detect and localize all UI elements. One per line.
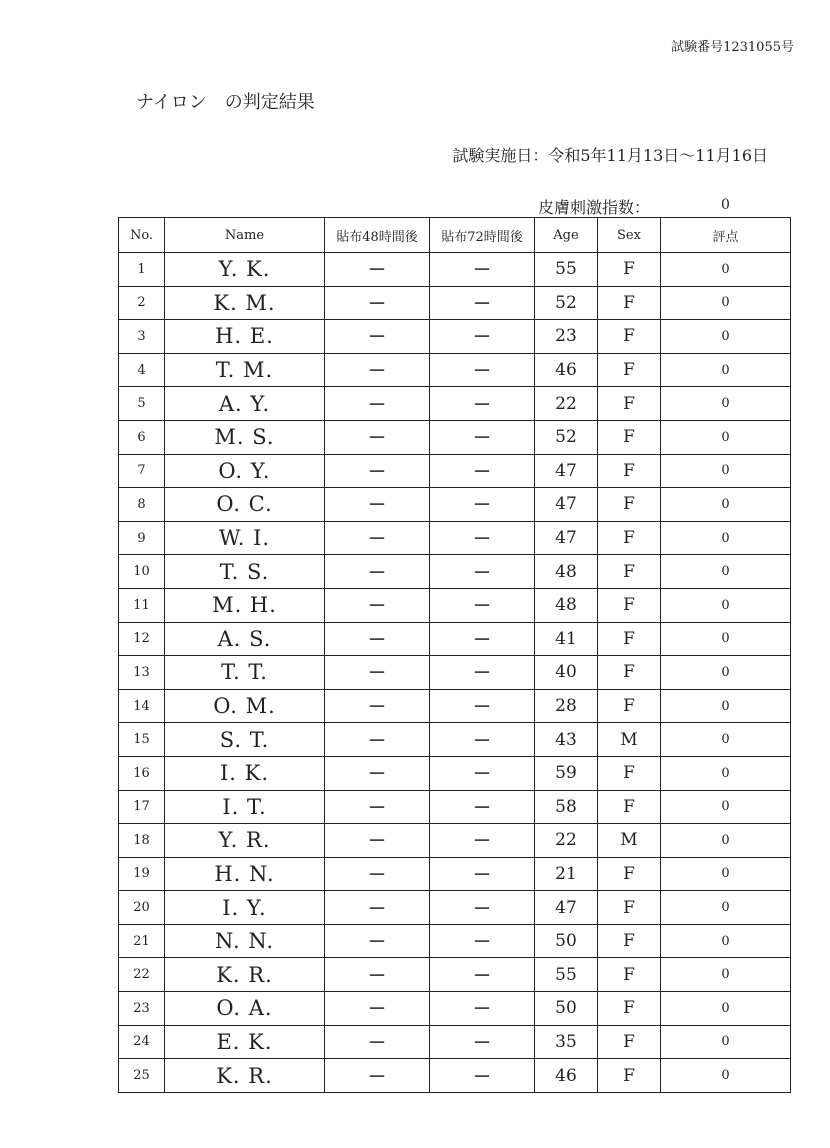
subject-name-cell: K. R. [165,1059,325,1093]
result-72h-cell: － [430,622,535,656]
row-number-cell: 16 [119,756,165,790]
row-number-cell: 1 [119,253,165,287]
subject-name-cell: H. N. [165,857,325,891]
score-cell: 0 [661,958,791,992]
score-cell: 0 [661,622,791,656]
subject-age-cell: 22 [535,824,598,858]
row-number-cell: 8 [119,488,165,522]
result-48h-cell: － [325,824,430,858]
table-row [119,790,791,824]
subject-age-cell: 22 [535,387,598,421]
row-number-cell: 14 [119,689,165,723]
result-72h-cell: － [430,320,535,354]
test-date: 試験実施日：令和5年11月13日～11月16日 [452,146,768,165]
row-number-cell: 3 [119,320,165,354]
result-72h-cell: － [430,656,535,690]
result-48h-cell: － [325,353,430,387]
subject-name-cell: Y. R. [165,824,325,858]
subject-name-cell: O. C. [165,488,325,522]
subject-age-cell: 52 [535,420,598,454]
row-number-cell: 24 [119,1025,165,1059]
table-row [119,992,791,1026]
result-48h-cell: － [325,588,430,622]
result-72h-cell: － [430,924,535,958]
result-72h-cell: － [430,824,535,858]
table-row [119,253,791,287]
subject-name-cell: A. Y. [165,387,325,421]
row-number-cell: 19 [119,857,165,891]
row-number-cell: 11 [119,588,165,622]
result-72h-cell: － [430,286,535,320]
col-header-no: No. [119,218,165,253]
result-48h-cell: － [325,622,430,656]
score-cell: 0 [661,857,791,891]
table-row [119,723,791,757]
row-number-cell: 6 [119,420,165,454]
col-header-score: 評点 [661,218,791,253]
subject-name-cell: I. Y. [165,891,325,925]
subject-name-cell: M. S. [165,420,325,454]
result-48h-cell: － [325,521,430,555]
table-row [119,286,791,320]
result-72h-cell: － [430,420,535,454]
col-header-age: Age [535,218,598,253]
score-cell: 0 [661,286,791,320]
score-cell: 0 [661,420,791,454]
subject-name-cell: O. A. [165,992,325,1026]
subject-sex-cell: F [598,790,661,824]
irritation-index-value: 0 [721,197,730,213]
subject-sex-cell: F [598,488,661,522]
table-header-row [119,218,791,253]
result-48h-cell: － [325,790,430,824]
result-48h-cell: － [325,320,430,354]
result-48h-cell: － [325,689,430,723]
table-row [119,958,791,992]
subject-name-cell: M. H. [165,588,325,622]
subject-name-cell: E. K. [165,1025,325,1059]
subject-sex-cell: F [598,1059,661,1093]
subject-sex-cell: F [598,756,661,790]
subject-sex-cell: F [598,689,661,723]
table-row [119,656,791,690]
subject-name-cell: T. T. [165,656,325,690]
results-table [118,217,791,1093]
subject-sex-cell: F [598,253,661,287]
col-header-72h: 貼布72時間後 [430,218,535,253]
col-header-48h: 貼布48時間後 [325,218,430,253]
row-number-cell: 12 [119,622,165,656]
score-cell: 0 [661,891,791,925]
row-number-cell: 13 [119,656,165,690]
score-cell: 0 [661,790,791,824]
subject-sex-cell: F [598,555,661,589]
subject-sex-cell: F [598,588,661,622]
table-row [119,857,791,891]
subject-sex-cell: F [598,924,661,958]
result-72h-cell: － [430,723,535,757]
result-72h-cell: － [430,958,535,992]
table-row [119,555,791,589]
result-72h-cell: － [430,353,535,387]
subject-name-cell: T. M. [165,353,325,387]
subject-age-cell: 28 [535,689,598,723]
subject-sex-cell: F [598,454,661,488]
subject-age-cell: 59 [535,756,598,790]
subject-age-cell: 52 [535,286,598,320]
table-row [119,420,791,454]
subject-sex-cell: F [598,353,661,387]
subject-sex-cell: F [598,1025,661,1059]
subject-age-cell: 55 [535,958,598,992]
subject-sex-cell: F [598,958,661,992]
subject-name-cell: H. E. [165,320,325,354]
result-48h-cell: － [325,756,430,790]
result-72h-cell: － [430,790,535,824]
score-cell: 0 [661,353,791,387]
table-row [119,891,791,925]
subject-name-cell: K. M. [165,286,325,320]
irritation-index-label: 皮膚刺激指数： [538,198,651,217]
irritation-index [538,195,730,218]
subject-age-cell: 48 [535,555,598,589]
subject-name-cell: O. M. [165,689,325,723]
score-cell: 0 [661,1059,791,1093]
subject-sex-cell: F [598,320,661,354]
subject-sex-cell: F [598,521,661,555]
score-cell: 0 [661,656,791,690]
table-row [119,1025,791,1059]
table-row [119,924,791,958]
row-number-cell: 20 [119,891,165,925]
result-72h-cell: － [430,992,535,1026]
col-header-name: Name [165,218,325,253]
row-number-cell: 2 [119,286,165,320]
table-row [119,353,791,387]
subject-sex-cell: F [598,656,661,690]
result-48h-cell: － [325,891,430,925]
subject-sex-cell: F [598,992,661,1026]
subject-sex-cell: M [598,824,661,858]
row-number-cell: 5 [119,387,165,421]
result-48h-cell: － [325,1025,430,1059]
table-row [119,622,791,656]
subject-name-cell: I. T. [165,790,325,824]
score-cell: 0 [661,521,791,555]
subject-name-cell: W. I. [165,521,325,555]
subject-sex-cell: M [598,723,661,757]
subject-age-cell: 47 [535,521,598,555]
result-48h-cell: － [325,924,430,958]
score-cell: 0 [661,1025,791,1059]
result-72h-cell: － [430,387,535,421]
result-72h-cell: － [430,521,535,555]
result-72h-cell: － [430,857,535,891]
row-number-cell: 22 [119,958,165,992]
subject-sex-cell: F [598,420,661,454]
subject-age-cell: 47 [535,454,598,488]
table-row [119,521,791,555]
subject-name-cell: S. T. [165,723,325,757]
subject-sex-cell: F [598,891,661,925]
subject-age-cell: 21 [535,857,598,891]
result-72h-cell: － [430,756,535,790]
row-number-cell: 21 [119,924,165,958]
subject-name-cell: A. S. [165,622,325,656]
score-cell: 0 [661,588,791,622]
row-number-cell: 25 [119,1059,165,1093]
result-48h-cell: － [325,488,430,522]
score-cell: 0 [661,253,791,287]
result-72h-cell: － [430,1025,535,1059]
result-48h-cell: － [325,1059,430,1093]
score-cell: 0 [661,488,791,522]
score-cell: 0 [661,924,791,958]
result-48h-cell: － [325,286,430,320]
score-cell: 0 [661,320,791,354]
subject-age-cell: 58 [535,790,598,824]
col-header-sex: Sex [598,218,661,253]
subject-sex-cell: F [598,857,661,891]
subject-age-cell: 47 [535,488,598,522]
subject-name-cell: T. S. [165,555,325,589]
subject-age-cell: 46 [535,353,598,387]
table-row [119,454,791,488]
score-cell: 0 [661,689,791,723]
result-48h-cell: － [325,253,430,287]
table-row [119,320,791,354]
subject-age-cell: 23 [535,320,598,354]
row-number-cell: 15 [119,723,165,757]
table-row [119,824,791,858]
table-row [119,1059,791,1093]
table-row [119,488,791,522]
table-row [119,387,791,421]
table-row [119,588,791,622]
row-number-cell: 4 [119,353,165,387]
row-number-cell: 23 [119,992,165,1026]
result-72h-cell: － [430,689,535,723]
subject-name-cell: Y. K. [165,253,325,287]
score-cell: 0 [661,555,791,589]
subject-age-cell: 46 [535,1059,598,1093]
subject-age-cell: 55 [535,253,598,287]
page-title: ナイロン の判定結果 [136,92,315,113]
score-cell: 0 [661,756,791,790]
result-72h-cell: － [430,253,535,287]
subject-name-cell: K. R. [165,958,325,992]
row-number-cell: 17 [119,790,165,824]
subject-sex-cell: F [598,622,661,656]
score-cell: 0 [661,824,791,858]
row-number-cell: 7 [119,454,165,488]
score-cell: 0 [661,723,791,757]
subject-name-cell: N. N. [165,924,325,958]
result-48h-cell: － [325,656,430,690]
result-48h-cell: － [325,723,430,757]
score-cell: 0 [661,387,791,421]
result-48h-cell: － [325,454,430,488]
subject-age-cell: 47 [535,891,598,925]
subject-age-cell: 50 [535,924,598,958]
subject-sex-cell: F [598,387,661,421]
row-number-cell: 9 [119,521,165,555]
result-48h-cell: － [325,992,430,1026]
result-72h-cell: － [430,555,535,589]
row-number-cell: 18 [119,824,165,858]
result-48h-cell: － [325,857,430,891]
subject-age-cell: 43 [535,723,598,757]
table-row [119,756,791,790]
test-number: 試験番号1231055号 [671,40,794,55]
subject-age-cell: 48 [535,588,598,622]
subject-age-cell: 41 [535,622,598,656]
subject-age-cell: 35 [535,1025,598,1059]
subject-name-cell: O. Y. [165,454,325,488]
subject-name-cell: I. K. [165,756,325,790]
result-48h-cell: － [325,555,430,589]
score-cell: 0 [661,992,791,1026]
result-48h-cell: － [325,958,430,992]
subject-age-cell: 40 [535,656,598,690]
row-number-cell: 10 [119,555,165,589]
result-72h-cell: － [430,891,535,925]
subject-sex-cell: F [598,286,661,320]
result-48h-cell: － [325,420,430,454]
table-row [119,689,791,723]
result-72h-cell: － [430,488,535,522]
result-72h-cell: － [430,588,535,622]
score-cell: 0 [661,454,791,488]
result-72h-cell: － [430,454,535,488]
subject-age-cell: 50 [535,992,598,1026]
result-48h-cell: － [325,387,430,421]
result-72h-cell: － [430,1059,535,1093]
